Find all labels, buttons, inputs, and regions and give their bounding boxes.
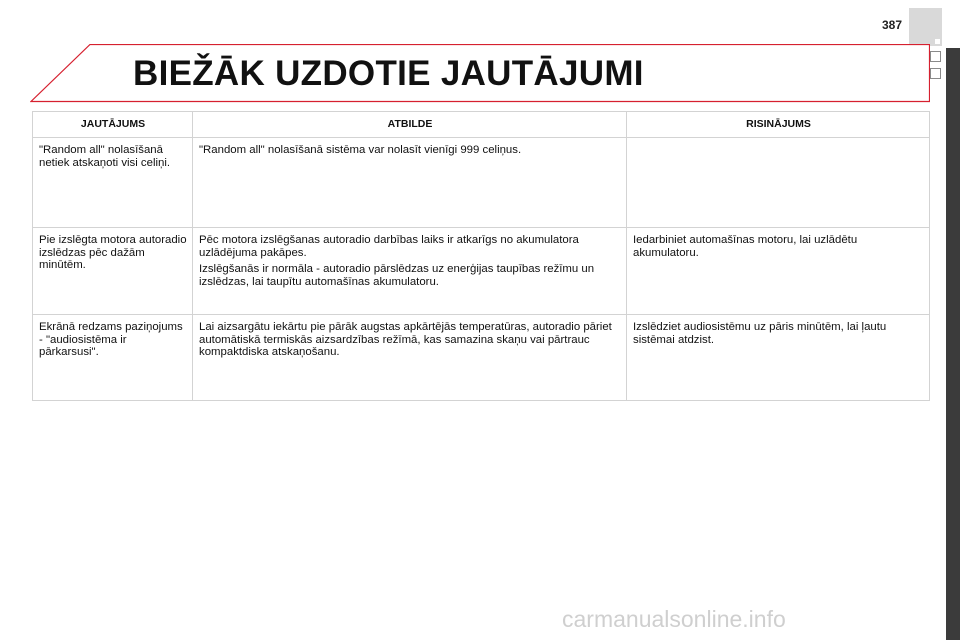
answer-paragraph: Pēc motora izslēgšanas autoradio darbības laiks ir atkarīgs no akumulatora uzlādējuma pakāpes. — [199, 234, 579, 259]
solution-cell: Iedarbiniet automašīnas motoru, lai uzlādētu akumulatoru. — [627, 228, 930, 315]
table-row — [33, 315, 930, 401]
question-cell: "Random all" nolasīšanā netiek atskaņoti visi celiņi. — [33, 138, 193, 228]
table-row — [33, 228, 930, 315]
side-bar — [946, 48, 960, 640]
table-row — [33, 138, 930, 228]
page-title: BIEŽĀK UZDOTIE JAUTĀJUMI — [133, 54, 644, 93]
answer-cell — [193, 315, 627, 401]
side-checkbox-1 — [930, 51, 941, 62]
faq-table — [32, 111, 930, 401]
corner-tab-mark — [935, 39, 940, 44]
question-cell: Pie izslēgta motora autoradio izslēdzas pēc dažām minūtēm. — [33, 228, 193, 315]
side-checkbox-2 — [930, 68, 941, 79]
column-header-solution: RISINĀJUMS — [627, 112, 930, 138]
answer-cell — [193, 138, 627, 228]
corner-tab — [909, 8, 942, 46]
table-header-row — [33, 112, 930, 138]
column-header-question: JAUTĀJUMS — [33, 112, 193, 138]
page-number: 387 — [881, 18, 902, 32]
answer-paragraph: "Random all" nolasīšanā sistēma var nolasīt vienīgi 999 celiņus. — [199, 144, 522, 156]
solution-cell: Izslēdziet audiosistēmu uz pāris minūtēm, lai ļautu sistēmai atdzist. — [627, 315, 930, 401]
question-cell: Ekrānā redzams paziņojums - "audiosistēma ir pārkarsusi". — [33, 315, 193, 401]
solution-cell — [627, 138, 930, 228]
answer-paragraph: Izslēgšanās ir normāla - autoradio pārslēdzas uz enerģijas taupības režīmu un izslēdzas, lai taupītu automašīnas akumulatoru. — [199, 263, 595, 288]
answer-cell — [193, 228, 627, 315]
column-header-answer: ATBILDE — [193, 112, 627, 138]
watermark: carmanualsonline.info — [562, 606, 786, 632]
answer-paragraph: Lai aizsargātu iekārtu pie pārāk augstas apkārtējās temperatūras, autoradio pāriet automātiskā termiskās aizsardzības režīmā, kas samazina skaņu vai pārtrauc kompaktdiska atskaņošanu. — [199, 321, 612, 358]
